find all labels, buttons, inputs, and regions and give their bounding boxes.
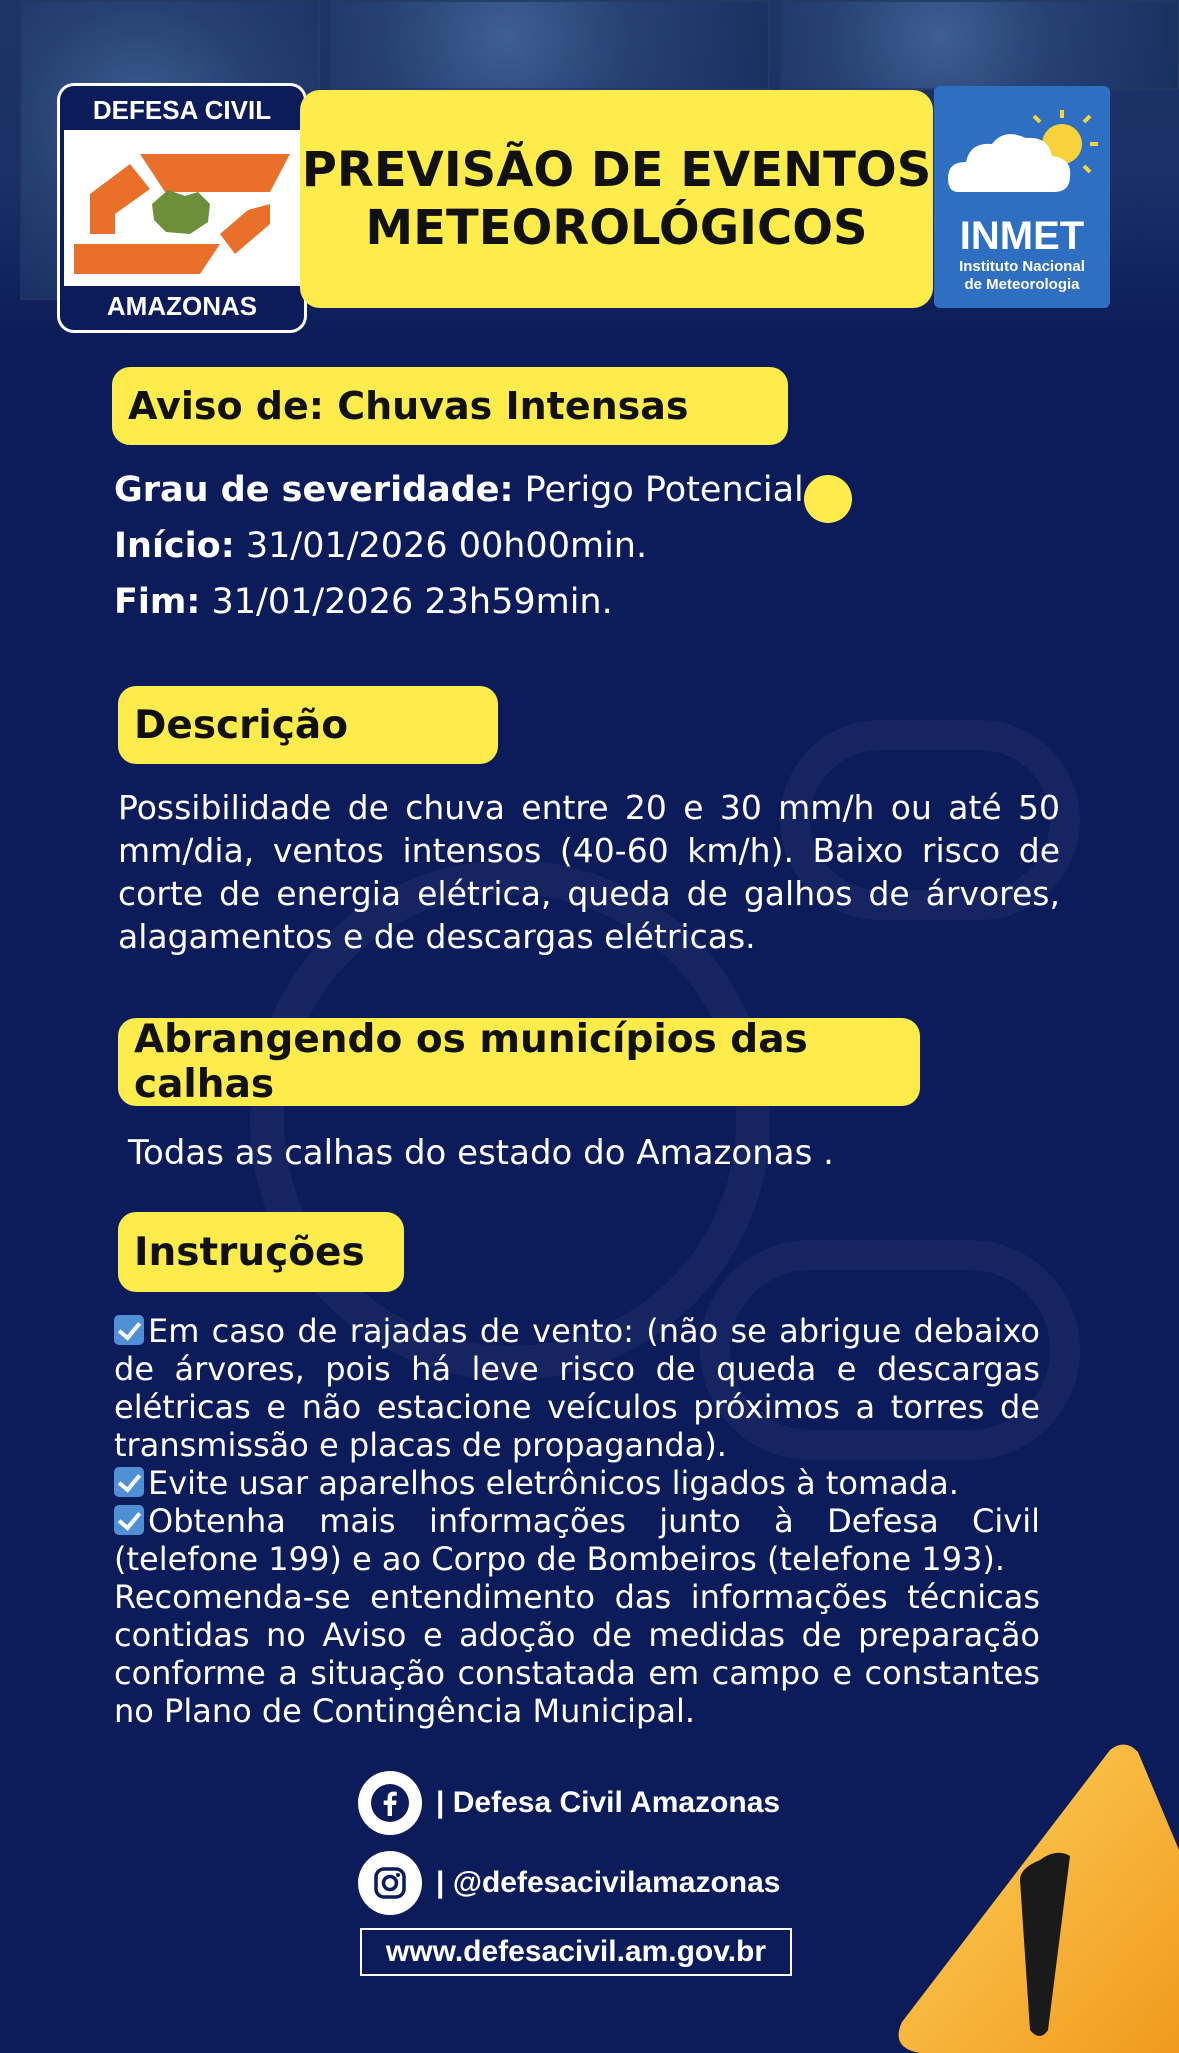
severity-value: Perigo Potencial xyxy=(513,470,804,510)
start-value: 31/01/2026 00h00min. xyxy=(234,526,648,566)
website-link[interactable]: www.defesacivil.am.gov.br xyxy=(360,1928,792,1976)
inmet-subtitle-line-2: de Meteorologia xyxy=(964,276,1080,293)
background-map-tile xyxy=(330,0,770,90)
background-map-tile xyxy=(780,0,1179,90)
instagram-label: | @defesacivilamazonas xyxy=(436,1866,781,1899)
title-line-2: METEOROLÓGICOS xyxy=(365,200,868,256)
page-title xyxy=(300,90,933,308)
instagram-link[interactable] xyxy=(358,1850,780,1916)
municipalities-text: Todas as calhas do estado do Amazonas . xyxy=(128,1133,834,1173)
instagram-icon xyxy=(358,1851,422,1915)
defesa-civil-logo xyxy=(60,86,304,330)
severity-line xyxy=(114,462,804,518)
cloud-sun-icon xyxy=(944,106,1100,216)
inmet-logo xyxy=(934,86,1110,308)
severity-indicator-icon xyxy=(804,475,852,523)
warning-icon xyxy=(880,1730,1179,2053)
description-heading: Descrição xyxy=(118,686,498,764)
checkbox-icon xyxy=(114,1315,144,1345)
checkbox-icon xyxy=(114,1467,144,1497)
logo-bottom-text: AMAZONAS xyxy=(64,286,300,326)
defesa-civil-emblem-icon xyxy=(70,134,294,284)
start-label: Início: xyxy=(114,526,235,566)
instruction-text: Evite usar aparelhos eletrônicos ligados à tomada. xyxy=(148,1464,959,1502)
inmet-subtitle-line-1: Instituto Nacional xyxy=(959,258,1085,275)
inmet-name: INMET xyxy=(959,214,1085,258)
instruction-item xyxy=(114,1464,1040,1502)
severity-label: Grau de severidade: xyxy=(114,470,514,510)
logo-top-text: DEFESA CIVIL xyxy=(64,90,300,130)
municipalities-heading: Abrangendo os municípios das calhas xyxy=(118,1018,920,1106)
alert-details xyxy=(114,462,804,630)
end-value: 31/01/2026 23h59min. xyxy=(200,582,613,622)
alert-heading: Aviso de: Chuvas Intensas xyxy=(112,367,788,445)
facebook-label: | Defesa Civil Amazonas xyxy=(436,1786,781,1819)
instruction-item xyxy=(114,1312,1040,1464)
checkbox-icon xyxy=(114,1505,144,1535)
end-label: Fim: xyxy=(114,582,201,622)
start-line xyxy=(114,518,804,574)
facebook-icon xyxy=(358,1771,422,1835)
end-line xyxy=(114,574,804,630)
instruction-item xyxy=(114,1502,1040,1578)
facebook-link[interactable] xyxy=(358,1770,780,1836)
description-text: Possibilidade de chuva entre 20 e 30 mm/h ou até 50 mm/dia, ventos intensos (40-60 km/h). Baixo risco de corte de energia elétrica, queda de galhos de árvores, alagamentos e de descargas elétricas. xyxy=(118,788,1060,956)
instruction-note: Recomenda-se entendimento das informações técnicas contidas no Aviso e adoção de medidas de preparação conforme a situação constatada em campo e constantes no Plano de Contingência Municipal. xyxy=(114,1578,1040,1730)
inmet-subtitle xyxy=(934,258,1110,294)
instructions-heading: Instruções xyxy=(118,1212,404,1292)
instruction-text: Em caso de rajadas de vento: (não se abrigue debaixo de árvores, pois há leve risco de queda e descargas elétricas e não estacione veículos próximos a torres de transmissão e placas de propaganda). xyxy=(114,1312,1040,1464)
instruction-text: Obtenha mais informações junto à Defesa Civil (telefone 199) e ao Corpo de Bombeiros (telefone 193). xyxy=(114,1502,1040,1578)
title-line-1: PREVISÃO DE EVENTOS xyxy=(301,142,932,198)
instructions-list xyxy=(114,1312,1040,1730)
